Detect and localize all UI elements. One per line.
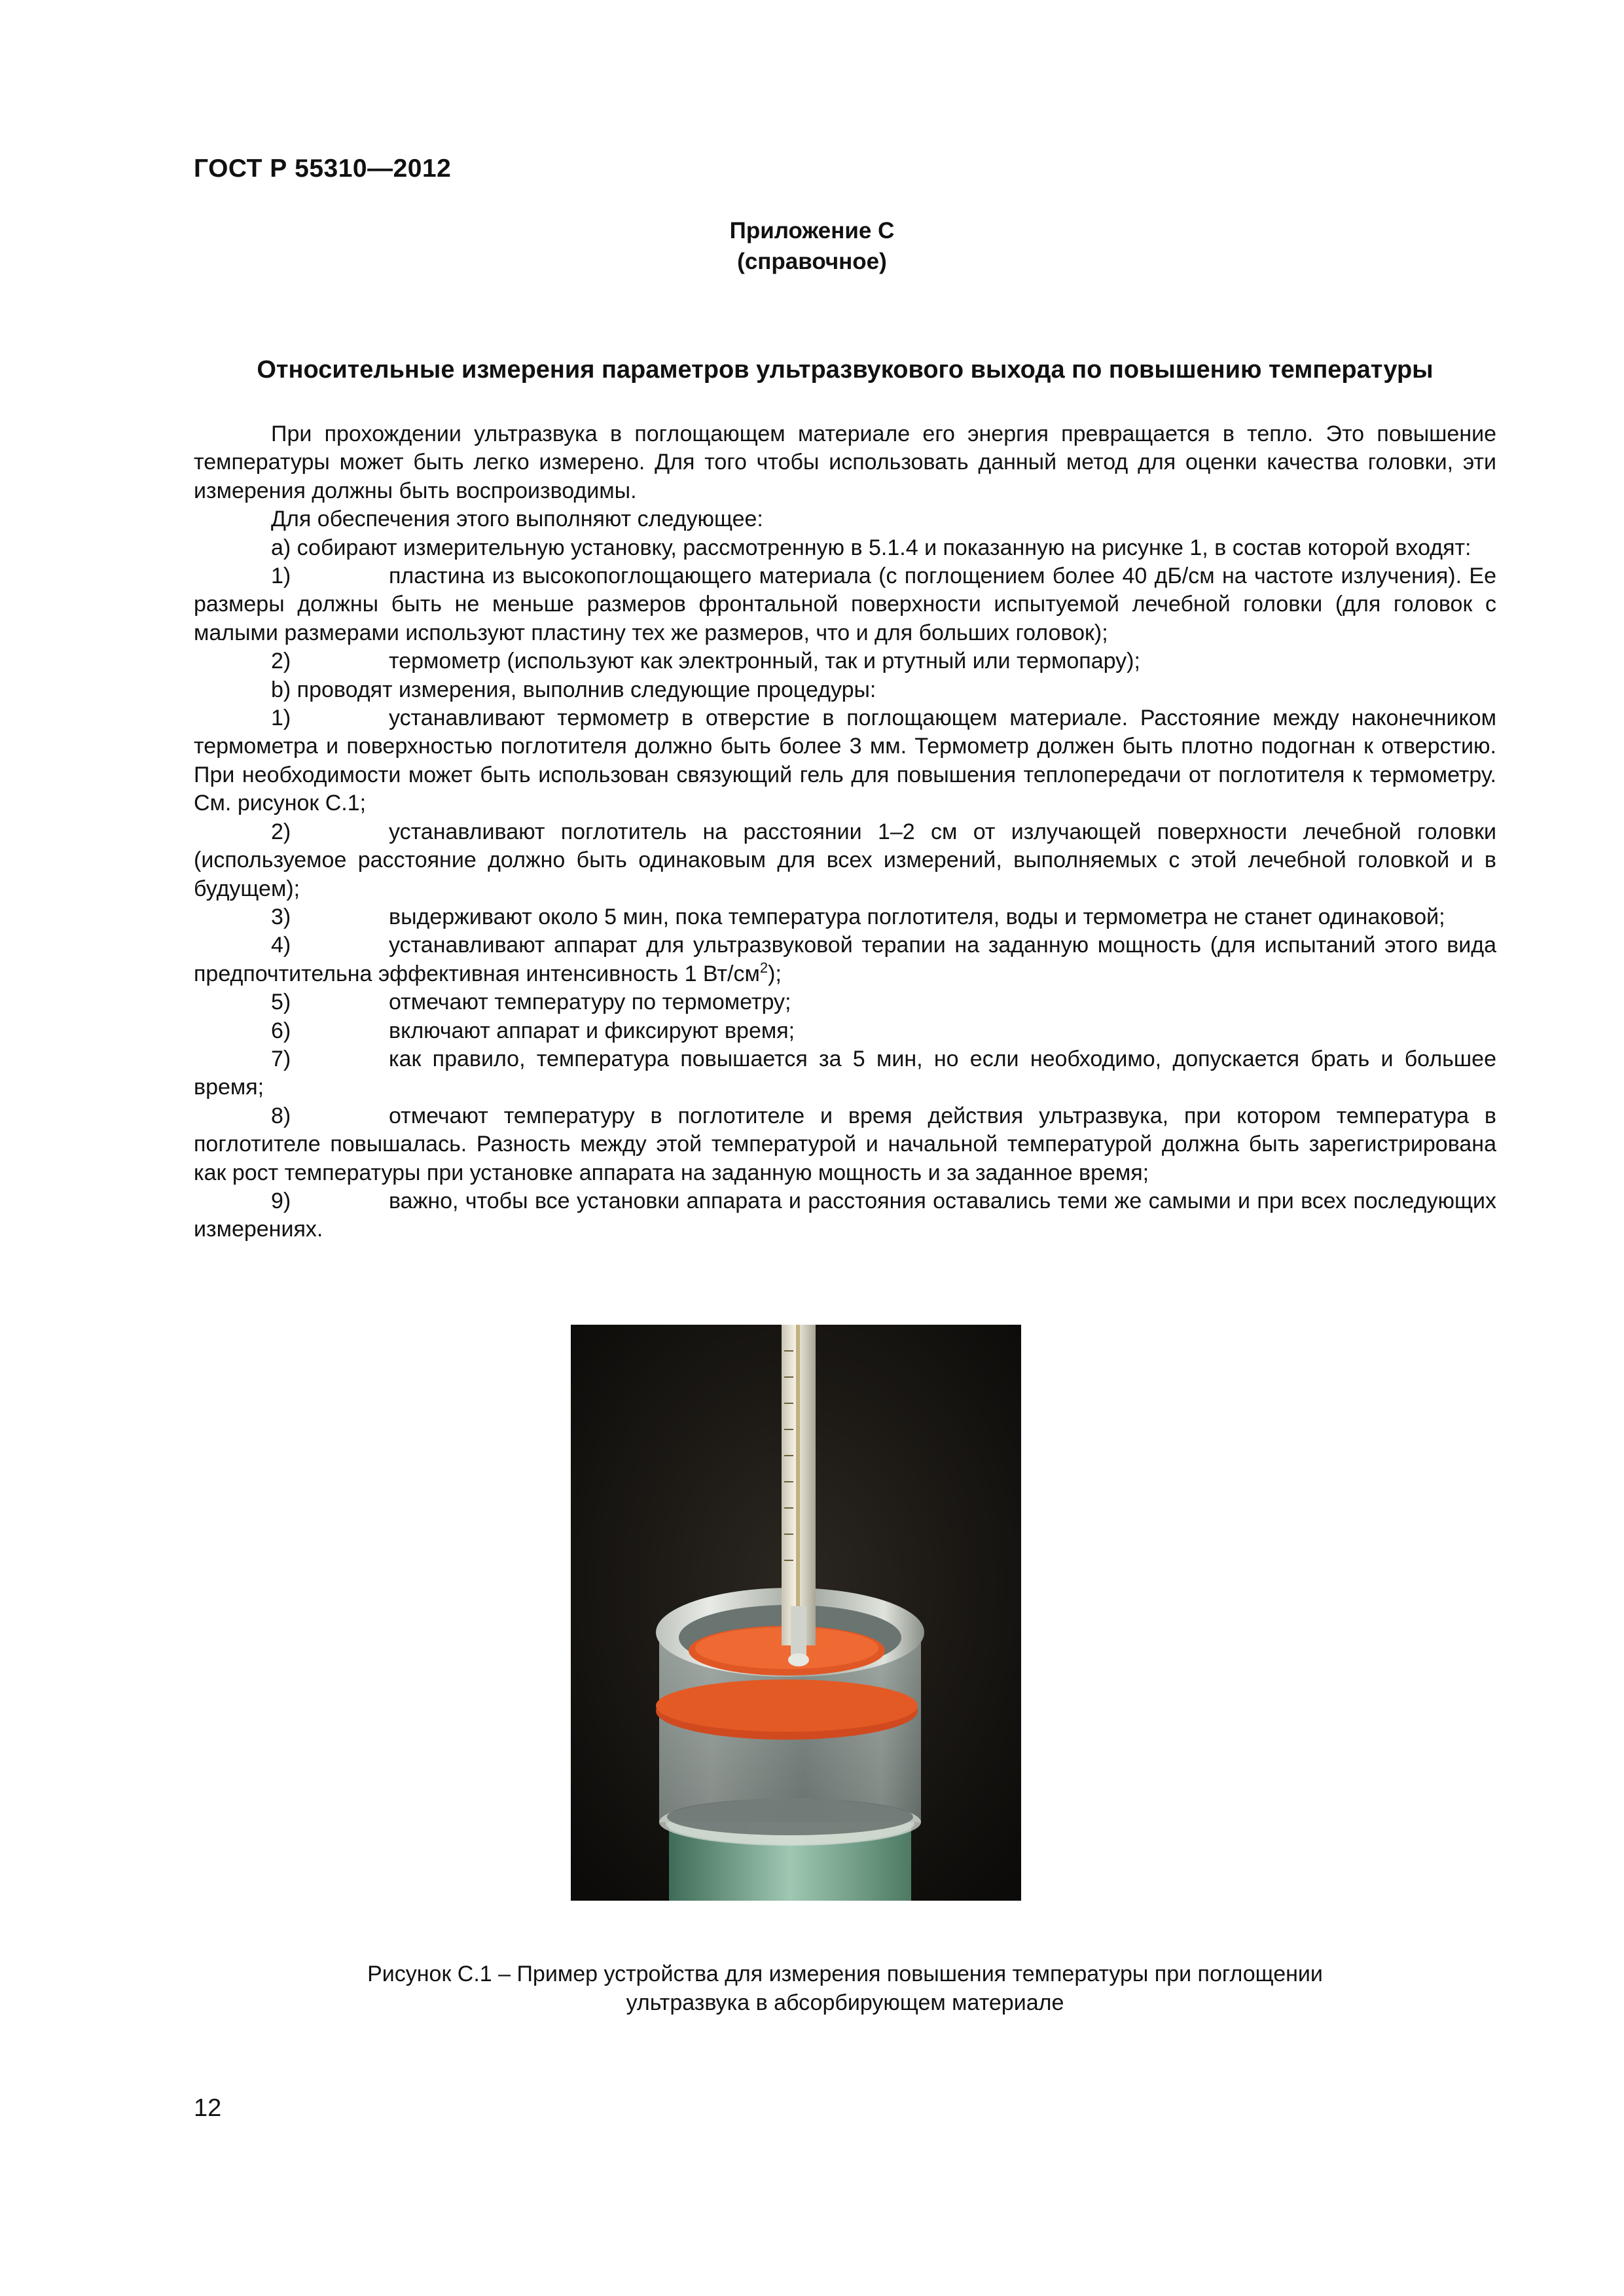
list-number: 8) (271, 1103, 291, 1128)
list-item (194, 562, 1496, 647)
list-number: 7) (271, 1046, 291, 1071)
list-item (194, 1187, 1496, 1244)
list-item (194, 647, 1496, 675)
paragraph: Для обеспечения этого выполняют следующее: (271, 507, 763, 532)
thermometer-bulb (791, 1606, 806, 1659)
appendix-title: Приложение С (729, 218, 895, 243)
standard-code: ГОСТ Р 55310—2012 (194, 154, 452, 183)
list-number: 9) (271, 1188, 291, 1213)
thermometer-absorber-photo (571, 1325, 1021, 1901)
list-text: пластина из высокопоглощающего материала (с поглощением более 40 дБ/см на частоте излучения). Ее размеры должны быть не меньше размеров фронтальной поверхности испытуемой лечебной головки (для головок с малыми размерами используют пластину тех же размеров, что и для больших головок); (194, 564, 1496, 645)
list-text: устанавливают термометр в отверстие в поглощающем материале. Расстояние между наконечником термометра и поверхностью поглотителя должно быть более 3 мм. Термометр должен быть плотно подогнан к отверстию. При необходимости может быть использован связующий гель для повышения теплопередачи от поглотителя к термометру. См. рисунок С.1; (194, 706, 1496, 816)
list-item (194, 1017, 1496, 1045)
list-text: включают аппарат и фиксируют время; (389, 1018, 795, 1043)
paragraph: b) проводят измерения, выполнив следующие процедуры: (271, 677, 876, 702)
caption-line: ультразвука в абсорбирующем материале (626, 1990, 1064, 2015)
figure-caption (194, 1960, 1496, 2017)
list-text: отмечают температуру в поглотителе и время действия ультразвука, при котором температура в поглотителе повышалась. Разность между этой температурой и начальной температурой должна быть зарегистрирована как рост температуры при установке аппарата на заданную мощность и за заданное время; (194, 1103, 1496, 1185)
list-number: 3) (271, 904, 291, 929)
list-item (194, 903, 1496, 931)
list-number: 2) (271, 819, 291, 844)
list-text: как правило, температура повышается за 5 мин, но если необходимо, допускается брать и большее время; (194, 1046, 1496, 1100)
figure-photo (571, 1325, 1021, 1901)
list-item (194, 1102, 1496, 1187)
list-text: отмечают температуру по термометру; (389, 990, 791, 1015)
list-text: устанавливают поглотитель на расстоянии 1–2 см от излучающей поверхности лечебной головки (используемое расстояние должно быть одинаковым для всех измерений, выполняемых с этой лечебной головкой и в будущем); (194, 819, 1496, 901)
paragraph: При прохождении ультразвука в поглощающем материале его энергия превращается в тепло. Это повышение температуры может быть легко измерено. Для того чтобы использовать данный метод для оценки качества головки, эти измерения должны быть воспроизводимы. (194, 422, 1496, 503)
list-number: 4) (271, 933, 291, 958)
list-item (194, 704, 1496, 818)
list-item (194, 931, 1496, 988)
appendix-kind: (справочное) (737, 249, 887, 274)
list-text: выдерживают около 5 мин, пока температура поглотителя, воды и термометра не станет одинаковой; (389, 904, 1445, 929)
list-text: термометр (используют как электронный, так и ртутный или термопару); (389, 649, 1140, 674)
section-title: Относительные измерения параметров ультразвукового выхода по повышению температуры (257, 356, 1434, 384)
list-number: 5) (271, 990, 291, 1015)
page-number: 12 (194, 2094, 222, 2122)
list-item (194, 988, 1496, 1016)
list-number: 6) (271, 1018, 291, 1043)
superscript: 2 (759, 959, 768, 976)
body-text (194, 420, 1496, 1244)
paragraph: a) собирают измерительную установку, рассмотренную в 5.1.4 и показанную на рисунке 1, в состав которой входят: (271, 535, 1471, 560)
list-text: устанавливают аппарат для ультразвуковой терапии на заданную мощность (для испытаний этого вида предпочтительна эффективная интенсивность 1 Вт/см (194, 933, 1496, 986)
caption-line: Рисунок С.1 – Пример устройства для измерения повышения температуры при поглощении (367, 1962, 1323, 1986)
list-number: 1) (271, 706, 291, 731)
list-number: 2) (271, 649, 291, 674)
list-text: важно, чтобы все установки аппарата и расстояния оставались теми же самыми и при всех последующих измерениях. (194, 1188, 1496, 1242)
list-number: 1) (271, 564, 291, 589)
list-item (194, 818, 1496, 903)
list-item (194, 1045, 1496, 1102)
list-text-end: ); (768, 961, 782, 986)
